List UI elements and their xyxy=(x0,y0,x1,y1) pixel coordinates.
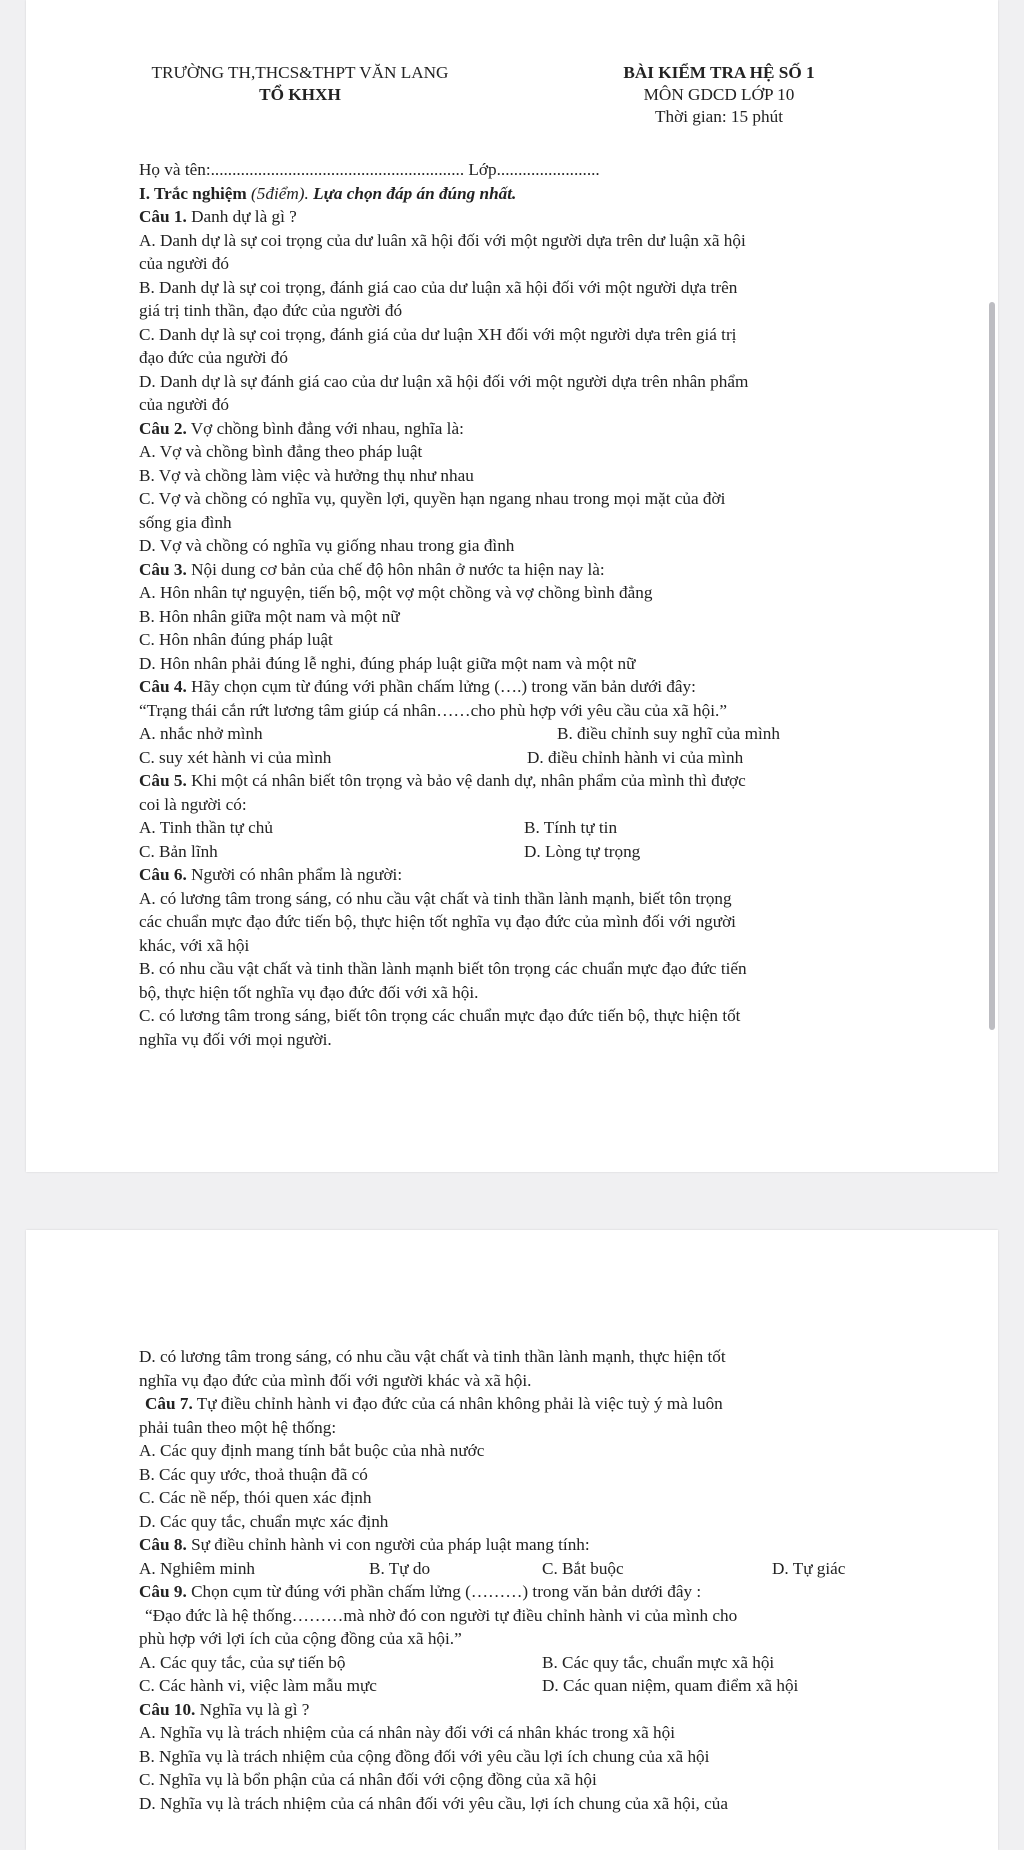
question-6 xyxy=(139,863,899,887)
question-7-continued: phải tuân theo một hệ thống: xyxy=(139,1417,337,1437)
q4-options-row-2 xyxy=(139,746,899,770)
q5-option-b: B. Tính tự tin xyxy=(524,818,618,837)
q9-option-d: D. Các quan niệm, quam điểm xã hội xyxy=(542,1676,799,1695)
section-points: (5điểm). xyxy=(251,183,309,203)
q6-option-a-line2: các chuẩn mực đạo đức tiến bộ, thực hiện tốt nghĩa vụ đạo đức của mình đối với người xyxy=(139,912,736,931)
q5-options-row-2 xyxy=(139,840,899,864)
q2-option-c-line1: C. Vợ và chồng có nghĩa vụ, quyền lợi, quyền hạn ngang nhau trong mọi mặt của đời xyxy=(139,489,726,508)
q1-option-b-line1: B. Danh dự là sự coi trọng, đánh giá cao của dư luận xã hội đối với một người dựa trên xyxy=(139,277,738,297)
question-1 xyxy=(139,205,899,229)
question-text: Nội dung cơ bản của chế độ hôn nhân ở nước ta hiện nay là: xyxy=(191,559,605,579)
q4-option-a: A. nhắc nhở mình xyxy=(139,724,263,743)
q9-options-row-2 xyxy=(139,1674,899,1698)
question-text: Sự điều chỉnh hành vi con người của pháp luật mang tính: xyxy=(191,1535,590,1554)
subject-name: MÔN GDCD LỚP 10 xyxy=(643,85,795,104)
q6-option-d-line2: nghĩa vụ đạo đức của mình đối với người khác và xã hội. xyxy=(139,1370,532,1390)
page-2-content xyxy=(139,1345,899,1815)
q5-options-row-1 xyxy=(139,816,899,840)
test-title: BÀI KIỂM TRA HỆ SỐ 1 xyxy=(623,63,815,82)
q3-option-c: C. Hôn nhân đúng pháp luật xyxy=(139,630,333,649)
document-header xyxy=(139,62,899,128)
q8-option-a: A. Nghiêm minh xyxy=(139,1558,256,1578)
student-name-field: Họ và tên:........................................................... xyxy=(139,160,465,179)
q1-option-a-line1: A. Danh dự là sự coi trọng của dư luân xã hội đối với một người dựa trên dư luận xã hội xyxy=(139,230,746,250)
q9-option-c: C. Các hành vi, việc làm mẫu mực xyxy=(139,1676,377,1695)
q4-option-b: B. điều chỉnh suy nghĩ của mình xyxy=(557,724,780,743)
q9-quote-line1: “Đạo đức là hệ thống………mà nhờ đó con người tự điều chỉnh hành vi của mình cho xyxy=(145,1605,738,1625)
student-class-field: Lớp........................ xyxy=(468,160,600,179)
q1-option-b-line2: giá trị tinh thần, đạo đức của người đó xyxy=(139,301,403,320)
q2-option-a: A. Vợ và chồng bình đẳng theo pháp luật xyxy=(139,442,423,461)
question-5 xyxy=(139,769,899,793)
q6-option-b-line1: B. có nhu cầu vật chất và tinh thần lành mạnh biết tôn trọng các chuẩn mực đạo đức tiến xyxy=(139,959,747,978)
document-page-1 xyxy=(26,0,998,1172)
question-text: Vợ chồng bình đẳng với nhau, nghĩa là: xyxy=(190,418,464,438)
q4-option-d: D. điều chỉnh hành vi của mình xyxy=(527,747,744,767)
q9-quote-line2: phù hợp với lợi ích của cộng đồng của xã hội.” xyxy=(139,1629,462,1648)
question-label: Câu 9. xyxy=(139,1582,187,1601)
q6-option-b-line2: bộ, thực hiện tốt nghĩa vụ đạo đức đối với xã hội. xyxy=(139,982,479,1002)
q7-option-d: D. Các quy tắc, chuẩn mực xác định xyxy=(139,1511,389,1531)
q4-quote: “Trạng thái cắn rứt lương tâm giúp cá nhân……cho phù hợp với yêu cầu của xã hội.” xyxy=(139,700,727,720)
q6-option-d-line1: D. có lương tâm trong sáng, có nhu cầu vật chất và tinh thần lành mạnh, thực hiện tốt xyxy=(139,1347,726,1366)
question-label: Câu 6. xyxy=(139,865,187,884)
school-name: TRƯỜNG TH,THCS&THPT VĂN LANG xyxy=(151,63,449,82)
question-text: Hãy chọn cụm từ đúng với phần chấm lửng (….) trong văn bản dưới đây: xyxy=(191,677,696,696)
q6-option-a-line1: A. có lương tâm trong sáng, có nhu cầu vật chất và tinh thần lành mạnh, biết tôn trọng xyxy=(139,888,732,908)
question-text: Tự điều chỉnh hành vi đạo đức của cá nhân không phải là việc tuỳ ý mà luôn xyxy=(196,1394,723,1413)
q4-options-row-1 xyxy=(139,722,899,746)
question-8 xyxy=(139,1533,899,1557)
q1-option-c-line2: đạo đức của người đó xyxy=(139,348,288,367)
question-text: Nghĩa vụ là gì ? xyxy=(199,1699,310,1719)
question-label: Câu 7. xyxy=(145,1394,193,1413)
question-text: Chọn cụm từ đúng với phần chấm lửng (………) trong văn bản dưới đây : xyxy=(191,1582,702,1601)
question-9 xyxy=(139,1580,899,1604)
page-1-content xyxy=(139,62,899,1051)
question-label: Câu 4. xyxy=(139,677,187,696)
q8-option-d: D. Tự giác xyxy=(772,1558,846,1578)
q3-option-d: D. Hôn nhân phải đúng lễ nghi, đúng pháp luật giữa một nam và một nữ xyxy=(139,653,636,673)
question-5-continued: coi là người có: xyxy=(139,794,247,814)
q4-option-c: C. suy xét hành vi của mình xyxy=(139,747,332,767)
q2-option-b: B. Vợ và chồng làm việc và hưởng thụ như nhau xyxy=(139,465,474,485)
section-title: I. Trắc nghiệm xyxy=(139,183,247,203)
question-label: Câu 5. xyxy=(139,771,187,790)
question-label: Câu 2. xyxy=(139,418,187,438)
q5-option-d: D. Lòng tự trọng xyxy=(524,841,641,861)
question-2 xyxy=(139,417,899,441)
q5-option-c: C. Bản lĩnh xyxy=(139,841,218,861)
header-right xyxy=(579,62,859,128)
q5-option-a: A. Tinh thần tự chủ xyxy=(139,818,273,837)
q10-option-c: C. Nghĩa vụ là bổn phận của cá nhân đối với cộng đồng của xã hội xyxy=(139,1770,597,1789)
question-4 xyxy=(139,675,899,699)
q10-option-d: D. Nghĩa vụ là trách nhiệm của cá nhân đối với yêu cầu, lợi ích chung của xã hội, của xyxy=(139,1793,728,1813)
q3-option-b: B. Hôn nhân giữa một nam và một nữ xyxy=(139,606,400,626)
q1-option-a-line2: của người đó xyxy=(139,254,229,273)
q7-option-b: B. Các quy ước, thoả thuận đã có xyxy=(139,1464,368,1484)
q7-option-c: C. Các nề nếp, thói quen xác định xyxy=(139,1488,372,1507)
section-heading xyxy=(139,182,899,206)
question-7 xyxy=(139,1392,899,1416)
question-label: Câu 10. xyxy=(139,1699,196,1719)
department-name: TỔ KHXH xyxy=(259,85,341,104)
q8-option-b: B. Tự do xyxy=(369,1558,431,1578)
q8-options-row xyxy=(139,1557,899,1581)
test-time: Thời gian: 15 phút xyxy=(655,107,783,126)
document-page-2 xyxy=(26,1230,998,1850)
question-label: Câu 3. xyxy=(139,559,187,579)
question-label: Câu 8. xyxy=(139,1535,187,1554)
q9-option-b: B. Các quy tắc, chuẩn mực xã hội xyxy=(542,1652,775,1672)
q6-option-c-line2: nghĩa vụ đối với mọi người. xyxy=(139,1029,332,1049)
question-text: Người có nhân phẩm là người: xyxy=(191,865,403,884)
header-left xyxy=(139,62,461,106)
question-text: Khi một cá nhân biết tôn trọng và bảo vệ danh dự, nhân phẩm của mình thì được xyxy=(191,771,746,790)
question-3 xyxy=(139,558,899,582)
q9-options-row-1 xyxy=(139,1651,899,1675)
question-label: Câu 1. xyxy=(139,207,187,226)
question-text: Danh dự là gì ? xyxy=(191,207,297,226)
q3-option-a: A. Hôn nhân tự nguyện, tiến bộ, một vợ một chồng và vợ chồng bình đẳng xyxy=(139,583,653,602)
scrollbar-thumb[interactable] xyxy=(989,302,995,1030)
student-info-line xyxy=(139,158,899,182)
q2-option-c-line2: sống gia đình xyxy=(139,512,232,532)
q6-option-c-line1: C. có lương tâm trong sáng, biết tôn trọng các chuẩn mực đạo đức tiến bộ, thực hiện tốt xyxy=(139,1006,741,1025)
q1-option-c-line1: C. Danh dự là sự coi trọng, đánh giá của dư luận XH đối với một người dựa trên giá trị xyxy=(139,324,737,344)
question-10 xyxy=(139,1698,899,1722)
q7-option-a: A. Các quy định mang tính bắt buộc của nhà nước xyxy=(139,1441,485,1460)
q10-option-b: B. Nghĩa vụ là trách nhiệm của cộng đồng đối với yêu cầu lợi ích chung của xã hội xyxy=(139,1746,710,1766)
q9-option-a: A. Các quy tắc, của sự tiến bộ xyxy=(139,1652,346,1672)
q8-option-c: C. Bắt buộc xyxy=(542,1558,624,1578)
q10-option-a: A. Nghĩa vụ là trách nhiệm của cá nhân này đối với cá nhân khác trong xã hội xyxy=(139,1723,675,1742)
q1-option-d-line2: của người đó xyxy=(139,395,229,414)
section-instruction: Lựa chọn đáp án đúng nhất. xyxy=(313,183,517,203)
q6-option-a-line3: khác, với xã hội xyxy=(139,935,250,955)
q2-option-d: D. Vợ và chồng có nghĩa vụ giống nhau trong gia đình xyxy=(139,536,515,555)
q1-option-d-line1: D. Danh dự là sự đánh giá cao của dư luận xã hội đối với một người dựa trên nhân phẩm xyxy=(139,371,749,391)
